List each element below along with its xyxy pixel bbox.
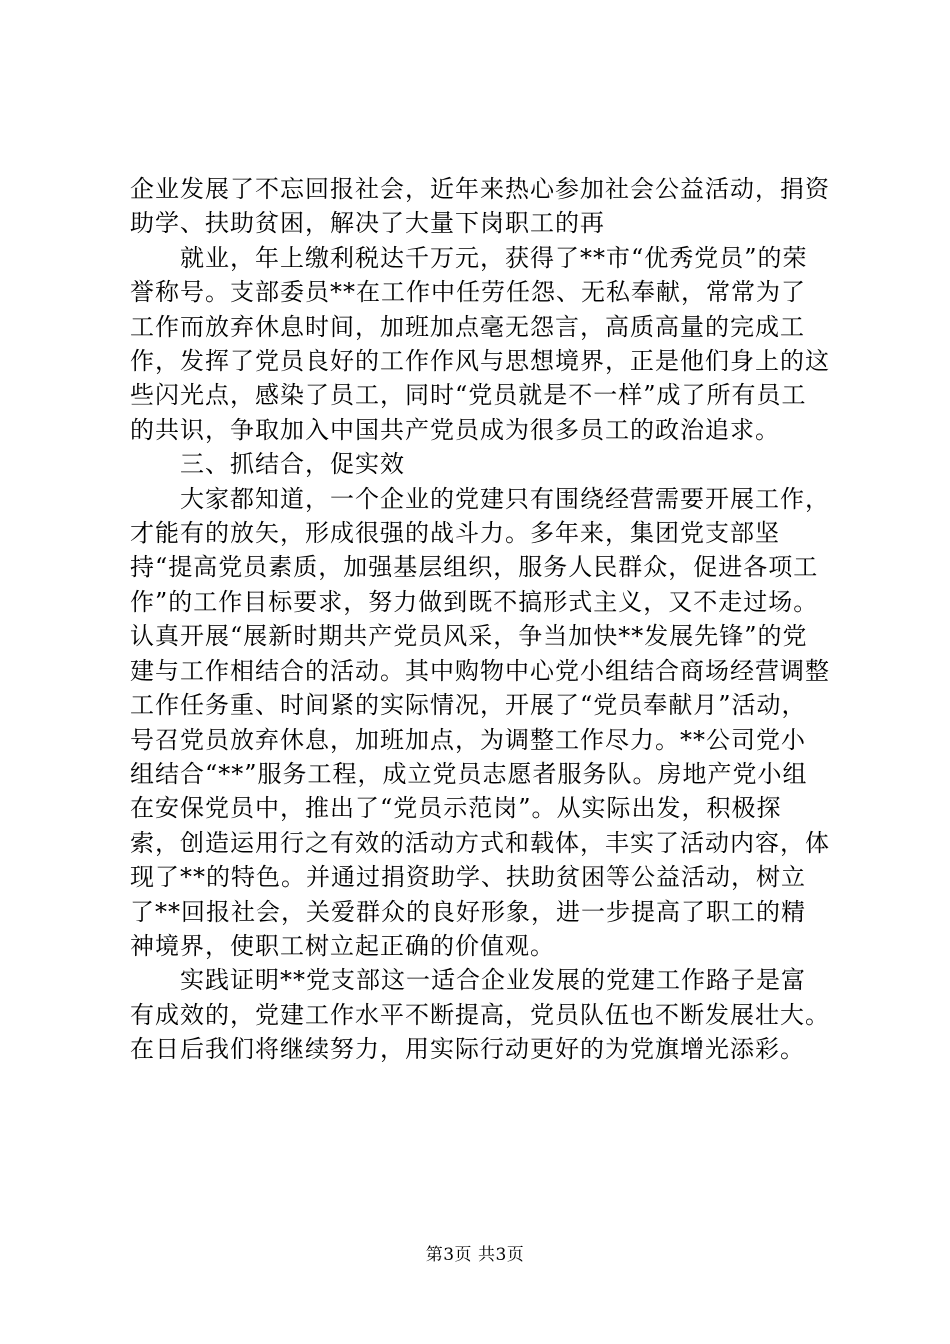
section-heading: 三、抓结合，促实效 [180,450,405,479]
document-body [130,172,830,1067]
page-number-footer: 第3页 共3页 [425,1245,525,1265]
paragraph-party-building: 大家都知道，一个企业的党建只有围绕经营需要开展工作，才能有的放矢，形成很强的战斗力。多年来，集团党支部坚持“提高党员素质，加强基层组织，服务人民群众，促进各项工作”的工作目标要求，努力做到既不搞形式主义，又不走过场。认真开展“展新时期共产党员风采，争当加快**发展先锋”的党建与工作相结合的活动。其中购物中心党小组结合商场经营调整工作任务重、时间紧的实际情况，开展了“党员奉献月”活动，号召党员放弃休息，加班加点，为调整工作尽力。**公司党小组结合“**”服务工程，成立党员志愿者服务队。房地产党小组在安保党员中，推出了“党员示范岗”。从实际出发，积极探索，创造运用行之有效的活动方式和载体，丰实了活动内容，体现了**的特色。并通过捐资助学、扶助贫困等公益活动，树立了**回报社会，关爱群众的良好形象，进一步提高了职工的精神境界，使职工树立起正确的价值观。 [130,484,830,960]
paragraph-conclusion: 实践证明**党支部这一适合企业发展的党建工作路子是富有成效的，党建工作水平不断提高，党员队伍也不断发展壮大。在日后我们将继续努力，用实际行动更好的为党旗增光添彩。 [130,966,830,1064]
paragraph-employment-honors: 就业，年上缴利税达千万元，获得了**市“优秀党员”的荣誉称号。支部委员**在工作中任劳任怨、无私奉献，常常为了工作而放弃休息时间，加班加点毫无怨言，高质高量的完成工作，发挥了党员良好的工作作风与思想境界，正是他们身上的这些闪光点，感染了员工，同时“党员就是不一样”成了所有员工的共识，争取加入中国共产党员成为很多员工的政治追求。 [130,243,830,444]
paragraph-continuation: 企业发展了不忘回报社会，近年来热心参加社会公益活动，捐资助学、扶助贫困，解决了大量下岗职工的再 [130,175,830,238]
